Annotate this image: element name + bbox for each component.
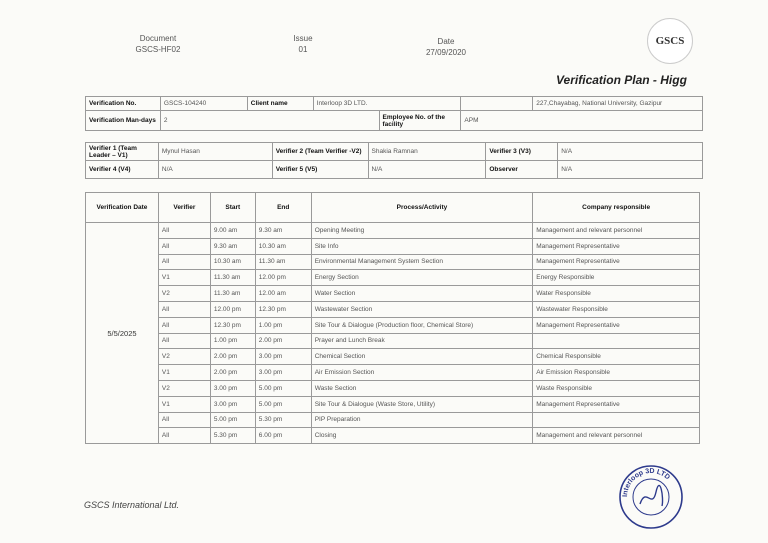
verifier3-value: N/A <box>558 143 703 161</box>
schedule-cell-start: 12.30 pm <box>210 317 255 333</box>
schedule-cell-activity: Waste Section <box>311 380 533 396</box>
schedule-cell-responsible: Waste Responsible <box>533 380 700 396</box>
schedule-row <box>86 412 700 428</box>
col-header-start: Start <box>210 193 255 223</box>
schedule-cell-activity: Environmental Management System Section <box>311 254 533 270</box>
schedule-cell-end: 5.00 pm <box>255 380 311 396</box>
schedule-cell-start: 9.30 am <box>210 238 255 254</box>
schedule-row <box>86 380 700 396</box>
schedule-row <box>86 286 700 302</box>
schedule-cell-end: 9.30 am <box>255 223 311 239</box>
col-header-responsible: Company responsible <box>533 193 700 223</box>
schedule-cell-verifier: V2 <box>158 349 210 365</box>
gscs-logo <box>647 18 693 64</box>
schedule-cell-responsible: Energy Responsible <box>533 270 700 286</box>
schedule-cell-responsible: Chemical Responsible <box>533 349 700 365</box>
schedule-cell-end: 3.00 pm <box>255 365 311 381</box>
verifier5-value: N/A <box>368 161 486 179</box>
schedule-cell-verifier: V1 <box>158 270 210 286</box>
company-stamp <box>618 464 684 530</box>
schedule-cell-start: 5.30 pm <box>210 428 255 444</box>
schedule-cell-responsible: Management Representative <box>533 254 700 270</box>
schedule-cell-end: 12.00 am <box>255 286 311 302</box>
schedule-cell-verifier: V1 <box>158 365 210 381</box>
schedule-row <box>86 428 700 444</box>
employee-no-label: Employee No. of the facility <box>379 111 461 131</box>
schedule-cell-verifier: All <box>158 317 210 333</box>
logo-text: GSCS <box>655 35 685 47</box>
verifier-table <box>85 142 703 179</box>
date-value: 27/09/2020 <box>425 48 467 57</box>
schedule-header-row <box>86 193 700 223</box>
page-title: Verification Plan - Higg <box>556 73 687 87</box>
schedule-cell-start: 9.00 am <box>210 223 255 239</box>
schedule-row <box>86 365 700 381</box>
client-name-label: Client name <box>247 97 313 111</box>
signature-mark <box>640 485 663 506</box>
verification-no-label: Verification No. <box>86 97 161 111</box>
document-value: GSCS-HF02 <box>135 45 181 54</box>
col-header-end: End <box>255 193 311 223</box>
schedule-row <box>86 301 700 317</box>
date-label: Date <box>437 37 455 46</box>
verifier4-value: N/A <box>158 161 272 179</box>
schedule-cell-activity: PIP Preparation <box>311 412 533 428</box>
issue-block <box>283 33 323 55</box>
schedule-row <box>86 270 700 286</box>
schedule-row <box>86 349 700 365</box>
document-number-block <box>128 33 188 55</box>
observer-value: N/A <box>558 161 703 179</box>
schedule-row <box>86 396 700 412</box>
schedule-cell-responsible: Air Emission Responsible <box>533 365 700 381</box>
client-name-value: Interloop 3D LTD. <box>313 97 461 111</box>
verifier2-label: Verifier 2 (Team Verifier -V2) <box>272 143 368 161</box>
schedule-cell-verifier: All <box>158 333 210 349</box>
col-header-verifier: Verifier <box>158 193 210 223</box>
schedule-cell-responsible: Water Responsible <box>533 286 700 302</box>
issue-value: 01 <box>298 45 308 54</box>
schedule-cell-verifier: V2 <box>158 286 210 302</box>
verification-no-value: GSCS-104240 <box>160 97 247 111</box>
schedule-cell-verifier: All <box>158 254 210 270</box>
footer-company: GSCS International Ltd. <box>84 500 180 510</box>
schedule-row <box>86 317 700 333</box>
schedule-cell-responsible <box>533 412 700 428</box>
schedule-cell-end: 12.00 pm <box>255 270 311 286</box>
schedule-cell-responsible: Management Representative <box>533 396 700 412</box>
schedule-cell-responsible: Management and relevant personnel <box>533 428 700 444</box>
verification-info-table <box>85 96 703 131</box>
schedule-cell-start: 1.00 pm <box>210 333 255 349</box>
employee-no-value: APM <box>461 111 703 131</box>
schedule-cell-end: 12.30 pm <box>255 301 311 317</box>
verifier2-value: Shakia Ramnan <box>368 143 486 161</box>
schedule-cell-activity: Energy Section <box>311 270 533 286</box>
stamp-text: Interloop 3D LTD <box>621 467 671 498</box>
schedule-cell-start: 2.00 pm <box>210 365 255 381</box>
svg-text:Interloop 3D LTD <box>622 468 671 497</box>
schedule-cell-end: 11.30 am <box>255 254 311 270</box>
schedule-cell-activity: Air Emission Section <box>311 365 533 381</box>
man-days-value: 2 <box>160 111 379 131</box>
schedule-cell-start: 3.00 pm <box>210 396 255 412</box>
schedule-cell-activity: Closing <box>311 428 533 444</box>
col-header-date: Verification Date <box>86 193 159 223</box>
schedule-cell-end: 3.00 pm <box>255 349 311 365</box>
verifier1-label: Verifier 1 (Team Leader – V1) <box>86 143 159 161</box>
schedule-cell-end: 2.00 pm <box>255 333 311 349</box>
schedule-row <box>86 238 700 254</box>
issue-label: Issue <box>293 34 313 43</box>
schedule-cell-activity: Site Info <box>311 238 533 254</box>
schedule-cell-responsible: Management and relevant personnel <box>533 223 700 239</box>
schedule-cell-activity: Opening Meeting <box>311 223 533 239</box>
schedule-cell-verifier: All <box>158 301 210 317</box>
client-address-value: 227,Chayabag, National University, Gazipur <box>533 97 703 111</box>
schedule-cell-activity: Site Tour & Dialogue (Production floor, Chemical Store) <box>311 317 533 333</box>
verification-date-cell: 5/5/2025 <box>86 223 159 444</box>
schedule-cell-start: 5.00 pm <box>210 412 255 428</box>
schedule-cell-end: 5.00 pm <box>255 396 311 412</box>
schedule-cell-end: 1.00 pm <box>255 317 311 333</box>
schedule-row <box>86 223 700 239</box>
schedule-cell-activity: Site Tour & Dialogue (Waste Store, Utility) <box>311 396 533 412</box>
schedule-cell-responsible: Wastewater Responsible <box>533 301 700 317</box>
schedule-body <box>86 223 700 444</box>
schedule-cell-start: 3.00 pm <box>210 380 255 396</box>
schedule-cell-start: 10.30 am <box>210 254 255 270</box>
schedule-cell-activity: Water Section <box>311 286 533 302</box>
observer-label: Observer <box>486 161 558 179</box>
verifier3-label: Verifier 3 (V3) <box>486 143 558 161</box>
schedule-cell-end: 6.00 pm <box>255 428 311 444</box>
schedule-cell-verifier: All <box>158 238 210 254</box>
schedule-cell-activity: Wastewater Section <box>311 301 533 317</box>
schedule-table <box>85 192 700 444</box>
date-block <box>418 36 474 58</box>
schedule-cell-activity: Prayer and Lunch Break <box>311 333 533 349</box>
schedule-cell-start: 11.30 am <box>210 286 255 302</box>
schedule-cell-verifier: V2 <box>158 380 210 396</box>
man-days-label: Verification Man-days <box>86 111 161 131</box>
schedule-cell-start: 2.00 pm <box>210 349 255 365</box>
schedule-cell-responsible: Management Representative <box>533 317 700 333</box>
schedule-cell-verifier: V1 <box>158 396 210 412</box>
schedule-cell-verifier: All <box>158 412 210 428</box>
schedule-cell-responsible: Management Representative <box>533 238 700 254</box>
schedule-row <box>86 254 700 270</box>
schedule-cell-start: 12.00 pm <box>210 301 255 317</box>
verifier5-label: Verifier 5 (V5) <box>272 161 368 179</box>
schedule-cell-verifier: All <box>158 428 210 444</box>
schedule-cell-end: 10.30 am <box>255 238 311 254</box>
schedule-cell-end: 5.30 pm <box>255 412 311 428</box>
verifier1-value: Mynul Hasan <box>158 143 272 161</box>
verifier4-label: Verifier 4 (V4) <box>86 161 159 179</box>
schedule-cell-verifier: All <box>158 223 210 239</box>
col-header-activity: Process/Activity <box>311 193 533 223</box>
schedule-cell-responsible <box>533 333 700 349</box>
schedule-cell-activity: Chemical Section <box>311 349 533 365</box>
document-label: Document <box>139 34 177 43</box>
schedule-cell-start: 11.30 am <box>210 270 255 286</box>
schedule-row <box>86 333 700 349</box>
